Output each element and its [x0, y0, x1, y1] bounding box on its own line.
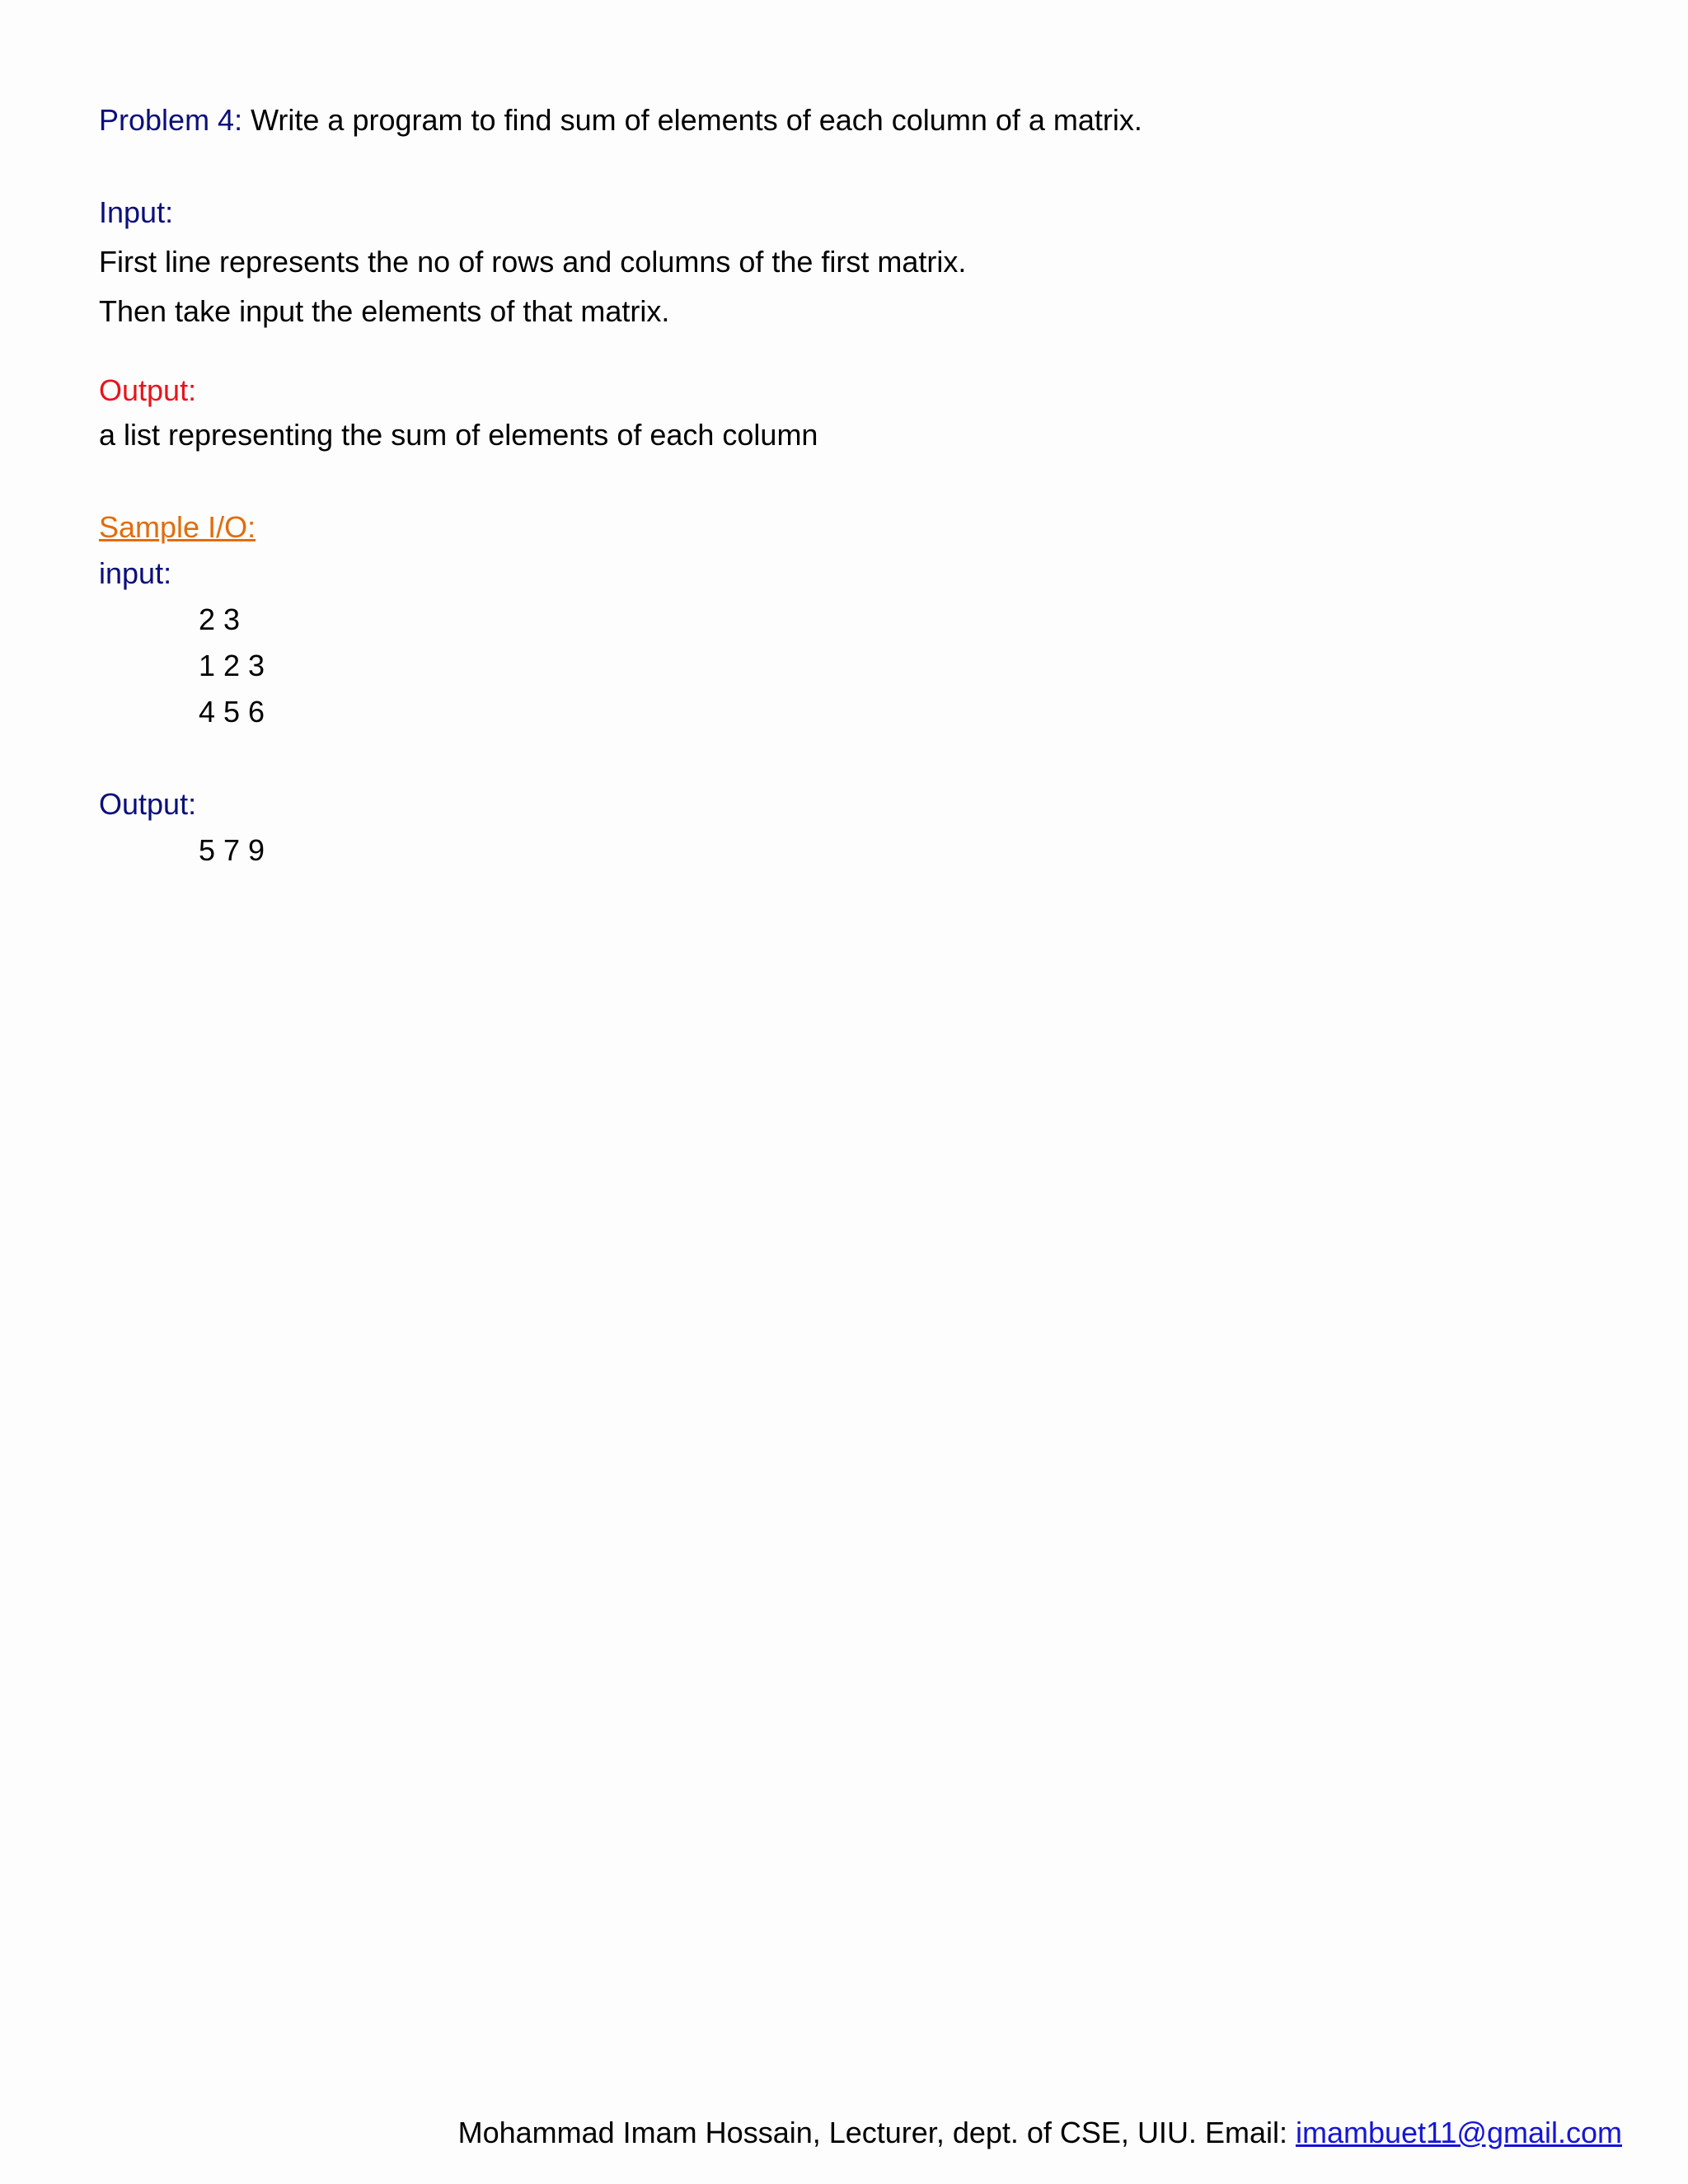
input-description-line-2: Then take input the elements of that matrix.	[99, 294, 670, 328]
sample-input-line-2: 1 2 3	[199, 649, 265, 682]
output-description: a list representing the sum of elements of each column	[99, 418, 818, 452]
input-heading: Input:	[99, 195, 174, 229]
output-heading: Output:	[99, 373, 197, 407]
sample-input-label: input:	[99, 556, 172, 590]
sample-input-line-3: 4 5 6	[199, 695, 265, 729]
input-description-line-1: First line represents the no of rows and columns of the first matrix.	[99, 245, 967, 279]
page-footer	[458, 2113, 1622, 2153]
footer-author-text: Mohammad Imam Hossain, Lecturer, dept. of CSE, UIU. Email:	[457, 2116, 1296, 2149]
problem-statement: Write a program to find sum of elements of each column of a matrix.	[251, 103, 1142, 137]
problem-label: Problem 4:	[99, 103, 243, 137]
sample-input-line-1: 2 3	[199, 602, 241, 636]
footer-email-link[interactable]: imambuet11@gmail.com	[1295, 2116, 1622, 2149]
sample-output-line-1: 5 7 9	[199, 833, 265, 867]
sample-output-label: Output:	[99, 787, 197, 821]
sample-io-heading: Sample I/O:	[99, 510, 256, 544]
problem-line	[99, 101, 1142, 140]
